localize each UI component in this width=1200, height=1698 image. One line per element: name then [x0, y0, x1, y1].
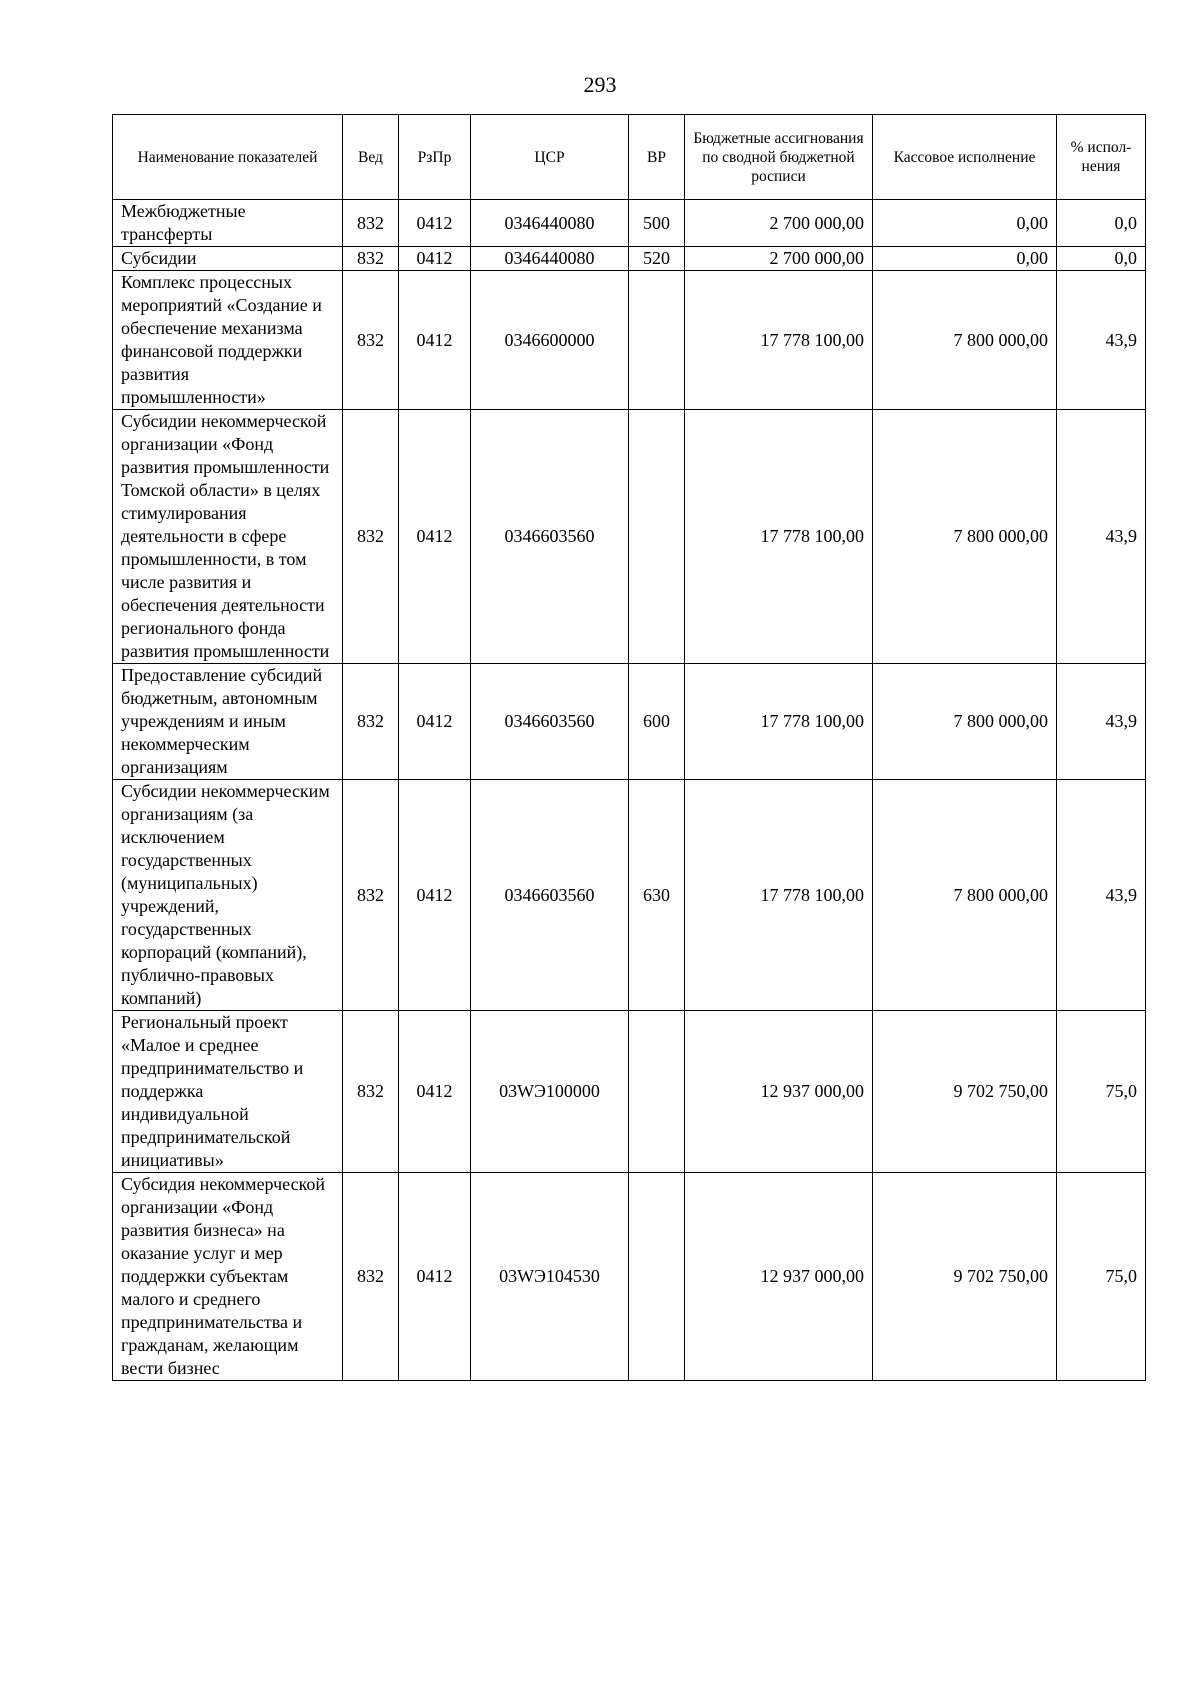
row-name: Субсидии некоммерческой организации «Фонд развития промышленности Томской области» в целях стимулирования деятельности в сфере промышленности, в том числе развития и обеспечения деятельности регионального фонда развития промышленности [113, 410, 343, 664]
page-number: 293 [583, 72, 617, 97]
row-vr [629, 1011, 685, 1173]
row-executed: 0,00 [873, 200, 1057, 247]
row-executed: 7 800 000,00 [873, 410, 1057, 664]
row-assigned: 12 937 000,00 [685, 1011, 873, 1173]
row-rzpr: 0412 [399, 247, 471, 271]
row-assigned: 12 937 000,00 [685, 1173, 873, 1381]
row-name: Региональный проект «Малое и среднее предпринимательство и поддержка индивидуальной предпринимательской инициативы» [113, 1011, 343, 1173]
row-csr: 0346600000 [471, 271, 629, 410]
header-vr: ВР [629, 115, 685, 200]
row-vr [629, 1173, 685, 1381]
row-assigned: 17 778 100,00 [685, 664, 873, 780]
header-percent: % испол-нения [1057, 115, 1146, 200]
row-vr [629, 410, 685, 664]
row-executed: 7 800 000,00 [873, 780, 1057, 1011]
row-assigned: 17 778 100,00 [685, 271, 873, 410]
row-ved: 832 [343, 271, 399, 410]
row-ved: 832 [343, 247, 399, 271]
table-row [113, 664, 1146, 780]
row-name: Межбюджетные трансферты [113, 200, 343, 247]
row-rzpr: 0412 [399, 1173, 471, 1381]
row-rzpr: 0412 [399, 271, 471, 410]
row-name: Предоставление субсидий бюджетным, автономным учреждениям и иным некоммерческим организациям [113, 664, 343, 780]
row-ved: 832 [343, 1011, 399, 1173]
row-csr: 0346603560 [471, 410, 629, 664]
header-ved: Вед [343, 115, 399, 200]
header-name: Наименование показателей [113, 115, 343, 200]
row-csr: 03WЭ100000 [471, 1011, 629, 1173]
row-vr: 500 [629, 200, 685, 247]
row-name: Субсидия некоммерческой организации «Фонд развития бизнеса» на оказание услуг и мер поддержки субъектам малого и среднего предпринимательства и гражданам, желающим вести бизнес [113, 1173, 343, 1381]
row-csr: 0346603560 [471, 780, 629, 1011]
row-percent: 75,0 [1057, 1011, 1146, 1173]
row-percent: 43,9 [1057, 271, 1146, 410]
row-name: Субсидии [113, 247, 343, 271]
row-percent: 75,0 [1057, 1173, 1146, 1381]
row-assigned: 2 700 000,00 [685, 247, 873, 271]
row-ved: 832 [343, 410, 399, 664]
header-row [113, 115, 1146, 200]
row-csr: 0346440080 [471, 200, 629, 247]
row-name: Комплекс процессных мероприятий «Создание и обеспечение механизма финансовой поддержки развития промышленности» [113, 271, 343, 410]
table-row [113, 200, 1146, 247]
row-ved: 832 [343, 664, 399, 780]
row-assigned: 2 700 000,00 [685, 200, 873, 247]
table-row [113, 780, 1146, 1011]
row-vr [629, 271, 685, 410]
row-percent: 0,0 [1057, 200, 1146, 247]
row-rzpr: 0412 [399, 410, 471, 664]
table-row [113, 247, 1146, 271]
header-executed: Кассовое исполнение [873, 115, 1057, 200]
row-csr: 0346603560 [471, 664, 629, 780]
row-percent: 43,9 [1057, 664, 1146, 780]
row-executed: 7 800 000,00 [873, 271, 1057, 410]
row-rzpr: 0412 [399, 780, 471, 1011]
row-executed: 9 702 750,00 [873, 1011, 1057, 1173]
row-percent: 43,9 [1057, 410, 1146, 664]
row-rzpr: 0412 [399, 1011, 471, 1173]
row-rzpr: 0412 [399, 664, 471, 780]
row-ved: 832 [343, 1173, 399, 1381]
row-executed: 0,00 [873, 247, 1057, 271]
table-row [113, 1173, 1146, 1381]
row-assigned: 17 778 100,00 [685, 410, 873, 664]
row-executed: 9 702 750,00 [873, 1173, 1057, 1381]
row-ved: 832 [343, 780, 399, 1011]
row-vr: 600 [629, 664, 685, 780]
row-percent: 43,9 [1057, 780, 1146, 1011]
row-ved: 832 [343, 200, 399, 247]
row-vr: 520 [629, 247, 685, 271]
table-row [113, 1011, 1146, 1173]
budget-execution-table [112, 114, 1146, 1381]
row-csr: 0346440080 [471, 247, 629, 271]
row-name: Субсидии некоммерческим организациям (за исключением государственных (муниципальных) учреждений, государственных корпораций (компаний), публично-правовых компаний) [113, 780, 343, 1011]
row-rzpr: 0412 [399, 200, 471, 247]
row-vr: 630 [629, 780, 685, 1011]
table-row [113, 271, 1146, 410]
header-csr: ЦСР [471, 115, 629, 200]
header-rzpr: РзПр [399, 115, 471, 200]
header-assigned: Бюджетные ассигнования по сводной бюджетной росписи [685, 115, 873, 200]
row-executed: 7 800 000,00 [873, 664, 1057, 780]
row-percent: 0,0 [1057, 247, 1146, 271]
table-row [113, 410, 1146, 664]
row-assigned: 17 778 100,00 [685, 780, 873, 1011]
row-csr: 03WЭ104530 [471, 1173, 629, 1381]
